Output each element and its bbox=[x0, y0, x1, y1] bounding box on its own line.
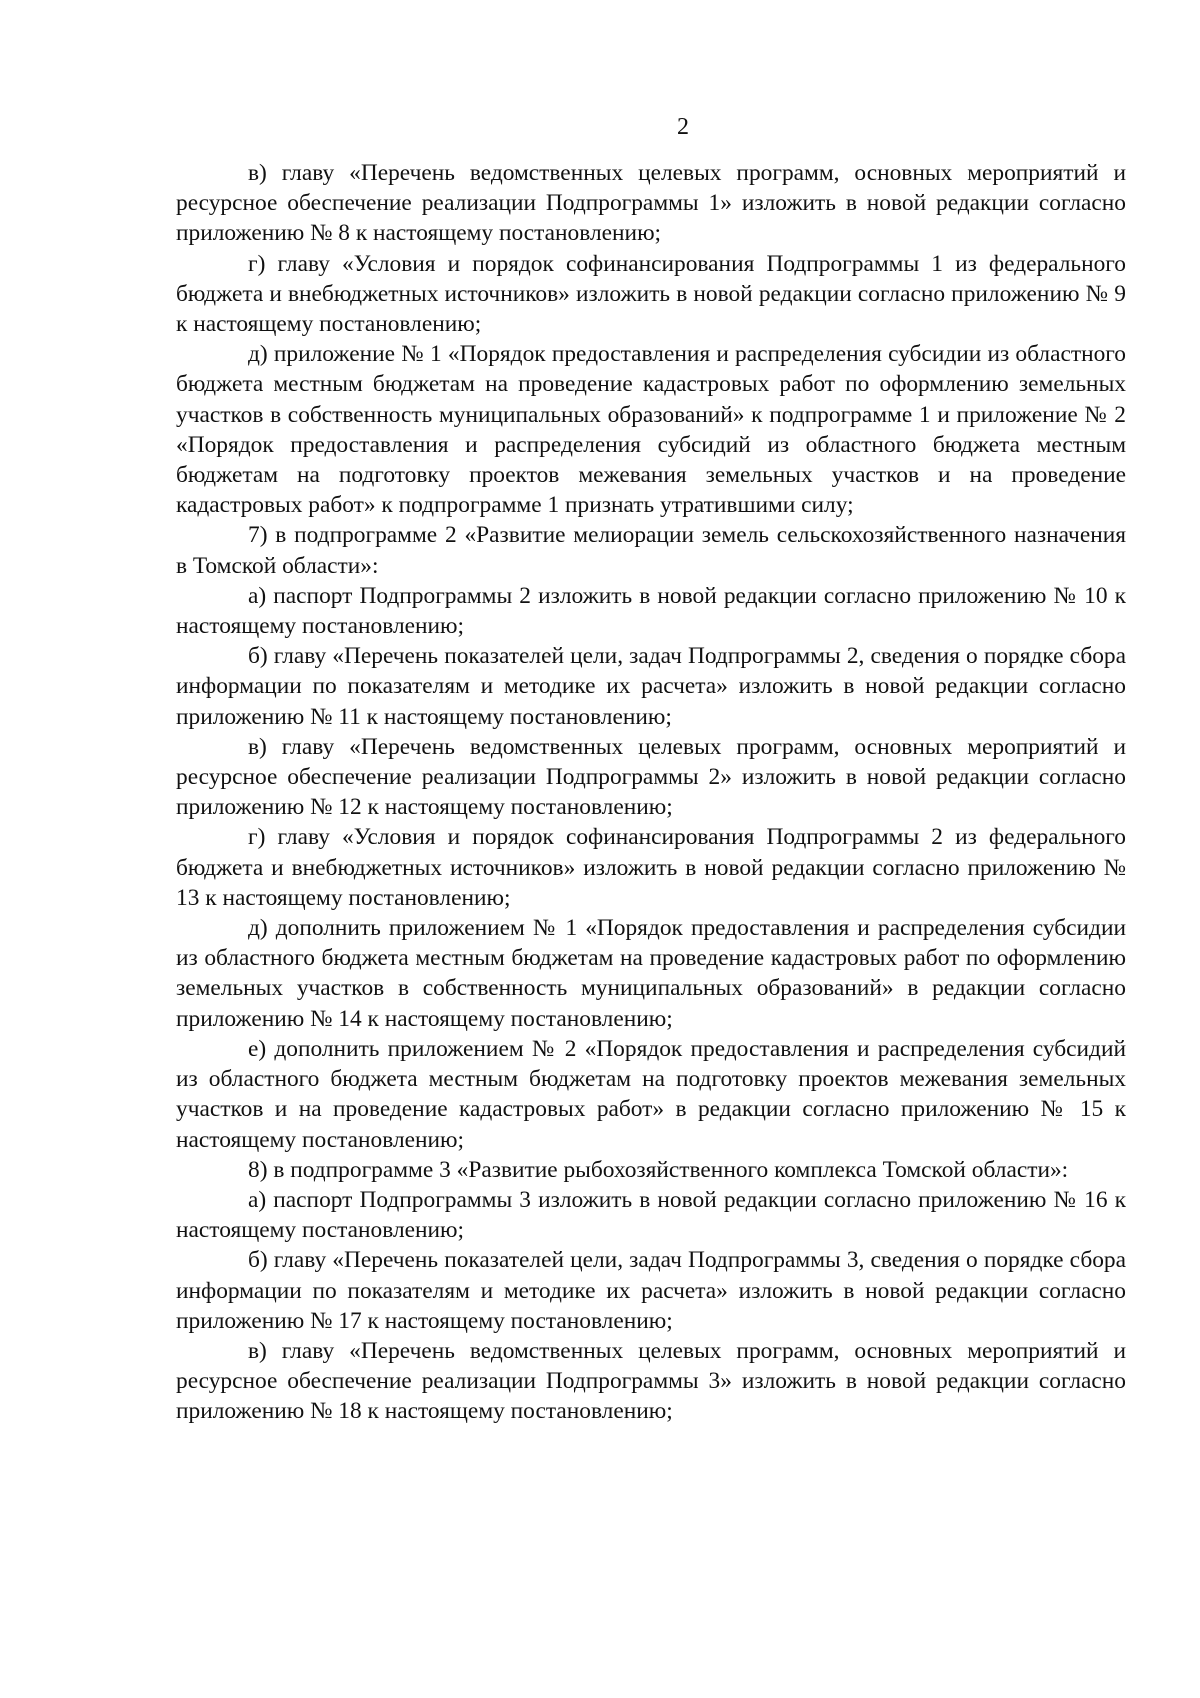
paragraph-3g-chapter-cofinancing-subprogram-1: г) главу «Условия и порядок софинансирования Подпрограммы 1 из федерального бюджета и внебюджетных источников» изложить в новой редакции согласно приложению № 9 к настоящему постановлению; bbox=[176, 250, 1126, 338]
paragraph-7a-passport-subprogram-2: а) паспорт Подпрограммы 2 изложить в новой редакции согласно приложению № 10 к настоящему постановлению; bbox=[176, 582, 1126, 640]
paragraph-7d-add-appendix-1: д) дополнить приложением № 1 «Порядок предоставления и распределения субсидии из областного бюджета местным бюджетам на проведение кадастровых работ по оформлению земельных участков в собственность муниципальных образований» в редакции согласно приложению № 14 к настоящему постановлению; bbox=[176, 915, 1126, 1032]
paragraph-7g-cofinancing-subprogram-2: г) главу «Условия и порядок софинансирования Подпрограммы 2 из федерального бюджета и внебюджетных источников» изложить в новой редакции согласно приложению № 13 к настоящему постановлению; bbox=[176, 824, 1126, 911]
paragraph-8v-measures-subprogram-3: в) главу «Перечень ведомственных целевых программ, основных мероприятий и ресурсное обеспечение реализации Подпрограммы 3» изложить в новой редакции согласно приложению № 18 к настоящему постановлению; bbox=[176, 1337, 1126, 1425]
paragraph-7v-measures-subprogram-2: в) главу «Перечень ведомственных целевых программ, основных мероприятий и ресурсное обеспечение реализации Подпрограммы 2» изложить в новой редакции согласно приложению № 12 к настоящему постановлению; bbox=[176, 733, 1126, 821]
paragraph-7b-indicators-subprogram-2: б) главу «Перечень показателей цели, задач Подпрограммы 2, сведения о порядке сбора информации по показателям и методике их расчета» изложить в новой редакции согласно приложению № 11 к настоящему постановлению; bbox=[176, 643, 1126, 730]
paragraph-7e-add-appendix-2: е) дополнить приложением № 2 «Порядок предоставления и распределения субсидий из областного бюджета местным бюджетам на подготовку проектов межевания земельных участков и на проведение кадастровых работ» в редакции согласно приложению № 15 к настоящему постановлению; bbox=[176, 1035, 1126, 1153]
paragraph-3v-chapter-measures-subprogram-1: в) главу «Перечень ведомственных целевых программ, основных мероприятий и ресурсное обеспечение реализации Подпрограммы 1» изложить в новой редакции согласно приложению № 8 к настоящему постановлению; bbox=[176, 160, 1126, 247]
paragraph-8-subprogram-3-heading: 8) в подпрограмме 3 «Развитие рыбохозяйственного комплекса Томской области»: bbox=[248, 1156, 1069, 1183]
document-body bbox=[176, 158, 1126, 1427]
paragraph-3d-appendices-repealed: д) приложение № 1 «Порядок предоставления и распределения субсидии из областного бюджета местным бюджетам на проведение кадастровых работ по оформлению земельных участков в собственность муниципальных образований» к подпрограмме 1 и приложение № 2 «Порядок предоставления и распределения субсидий из областного бюджета местным бюджетам на подготовку проектов межевания земельных участков и на проведение кадастровых работ» к подпрограмме 1 признать утратившими силу; bbox=[176, 341, 1126, 519]
paragraph-7-subprogram-2-heading: 7) в подпрограмме 2 «Развитие мелиорации земель сельскохозяйственного назначения в Томской области»: bbox=[176, 522, 1126, 579]
paragraph-8b-indicators-subprogram-3: б) главу «Перечень показателей цели, задач Подпрограммы 3, сведения о порядке сбора информации по показателям и методике их расчета» изложить в новой редакции согласно приложению № 17 к настоящему постановлению; bbox=[176, 1247, 1126, 1334]
page-number: 2 bbox=[677, 114, 689, 140]
paragraph-8a-passport-subprogram-3: а) паспорт Подпрограммы 3 изложить в новой редакции согласно приложению № 16 к настоящему постановлению; bbox=[176, 1186, 1126, 1244]
